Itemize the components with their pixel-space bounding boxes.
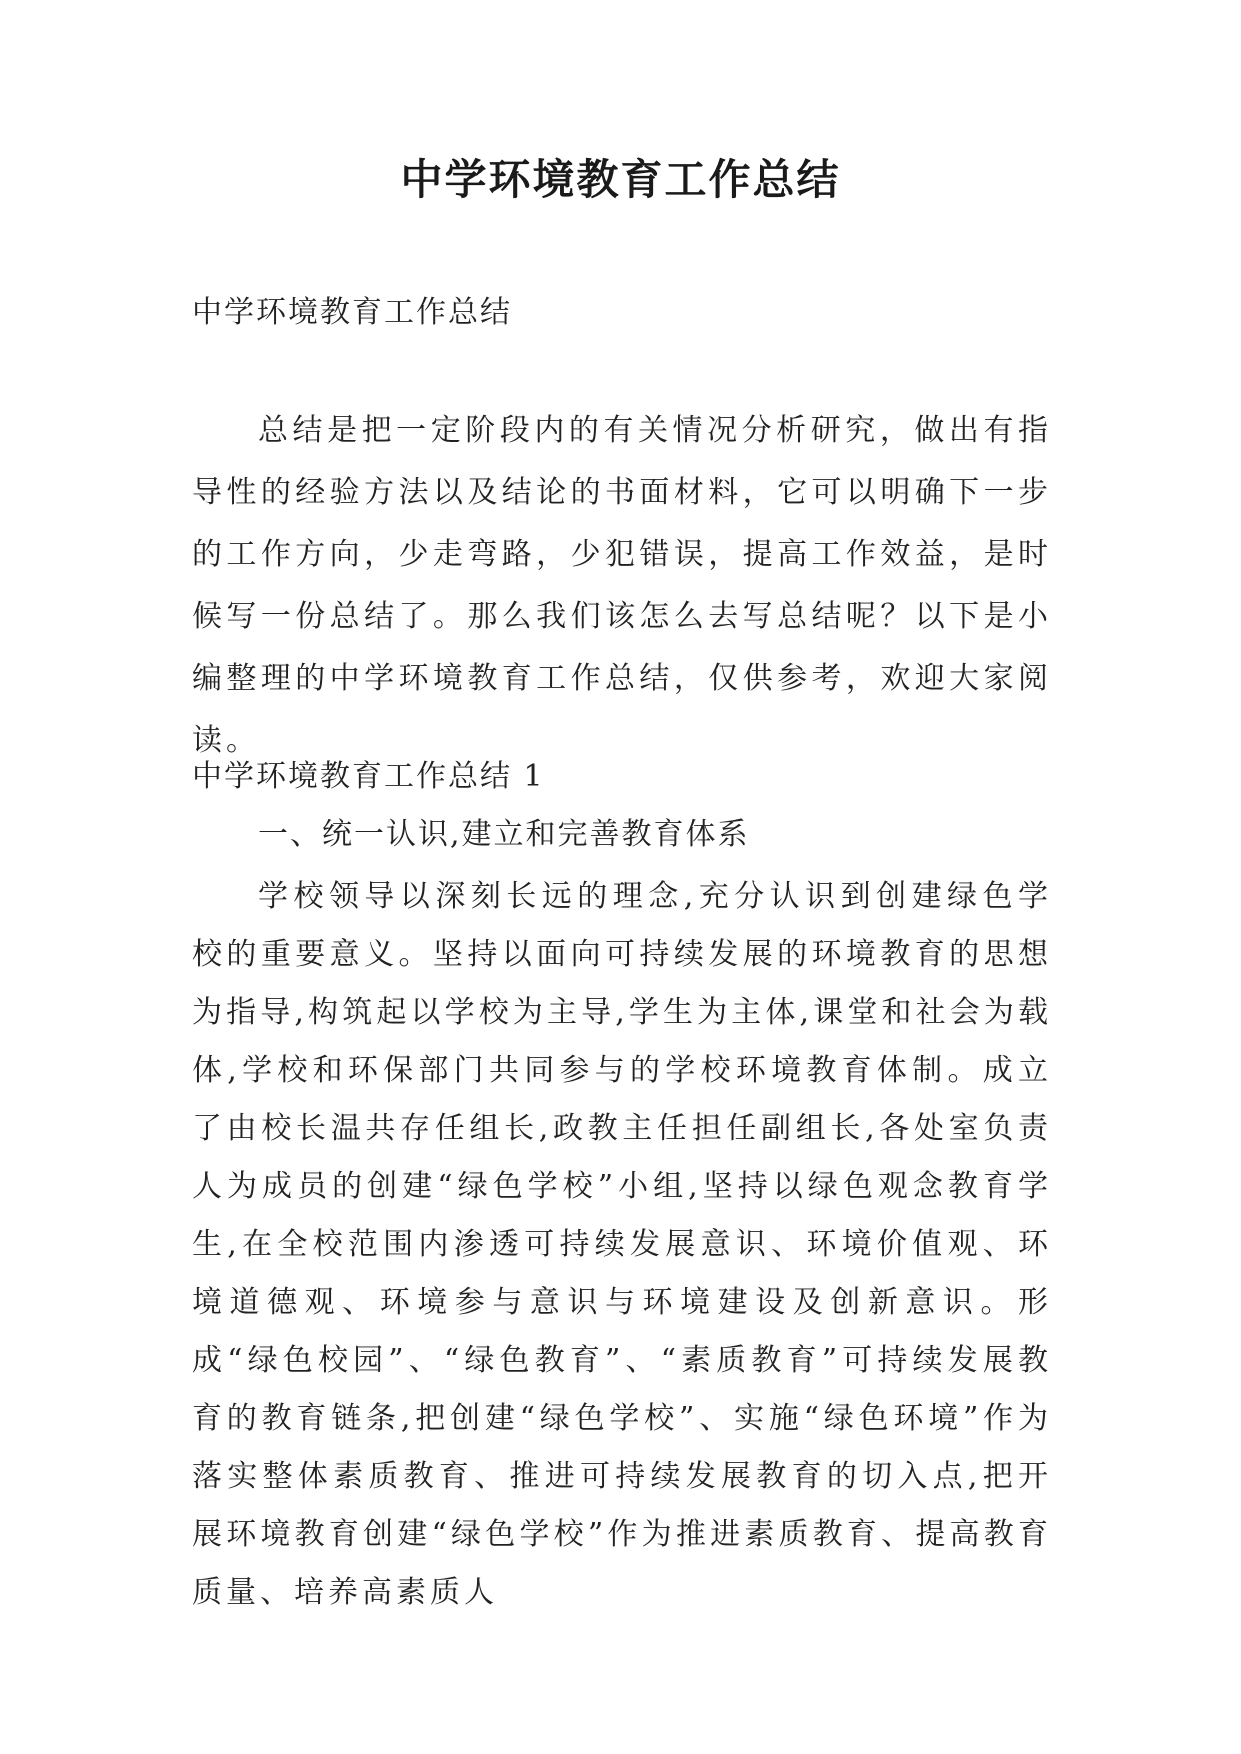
- section-title: 中学环境教育工作总结 1: [192, 759, 545, 794]
- body-paragraph-1: 学校领导以深刻长远的理念,充分认识到创建绿色学校的重要意义。坚持以面向可持续发展的环境教育的思想为指导,构筑起以学校为主导,学生为主体,课堂和社会为载体,学校和环保部门共同参与的学校环境教育体制。成立了由校长温共存任组长,政教主任担任副组长,各处室负责人为成员的创建“绿色学校”小组,坚持以绿色观念教育学生,在全校范围内渗透可持续发展意识、环境价值观、环境道德观、环境参与意识与环境建设及创新意识。形成“绿色校园”、“绿色教育”、“素质教育”可持续发展教育的教育链条,把创建“绿色学校”、实施“绿色环境”作为落实整体素质教育、推进可持续发展教育的切入点,把开展环境教育创建“绿色学校”作为推进素质教育、提高教育质量、培养高素质人: [192, 879, 1052, 1610]
- document-title: 中学环境教育工作总结: [400, 155, 841, 204]
- section-heading-1: 一、统一认识,建立和完善教育体系: [258, 817, 750, 852]
- document-subtitle: 中学环境教育工作总结: [192, 295, 512, 330]
- intro-paragraph: 总结是把一定阶段内的有关情况分析研究，做出有指导性的经验方法以及结论的书面材料，它可以明确下一步的工作方向，少走弯路，少犯错误，提高工作效益，是时候写一份总结了。那么我们该怎么去写总结呢？以下是小编整理的中学环境教育工作总结，仅供参考，欢迎大家阅读。: [192, 413, 1052, 758]
